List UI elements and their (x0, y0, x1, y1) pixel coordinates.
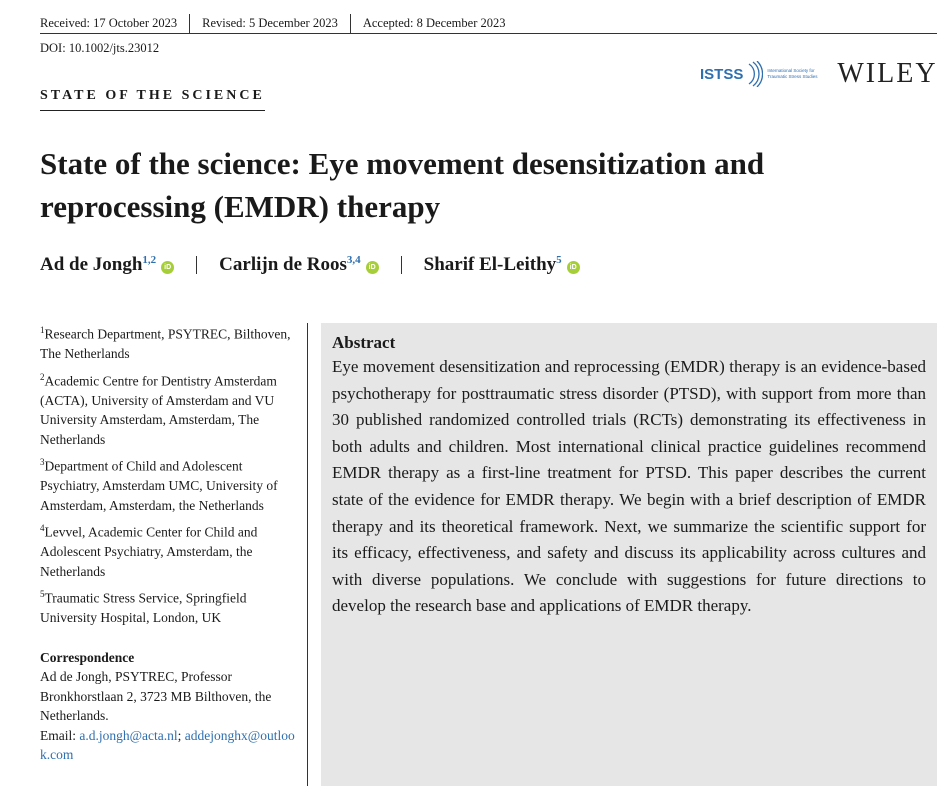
affiliation: $^2$Academic Centre for Dentistry Amsterdam (ACTA), University of Amsterdam and VU University Amsterdam, Amsterdam, The Netherlands (40, 371, 277, 447)
abstract-text: Eye movement desensitization and reprocessing (EMDR) therapy is an evidence-based psychotherapy for posttraumatic stress disorder (PTSD), with support from more than 30 published randomized controlled trials (RCTs) demonstrating its effectiveness in both adults and children. Most international clinical practice guidelines recommend EMDR therapy as a first-line treatment for PTSD. This paper describes the current state of the evidence for EMDR therapy. We begin with a brief description of EMDR therapy and its theoretical framework. Next, we summarize the scientific support for its efficacy, effectiveness, and safety and discuss its applicability across cultures and with diverse populations. We conclude with suggestions for future directions to develop the research base and applications of EMDR therapy. (332, 357, 926, 616)
received-date: Received: 17 October 2023 (40, 16, 178, 30)
sound-waves-icon (747, 61, 763, 87)
article-dates (40, 14, 518, 34)
column-divider (307, 323, 308, 786)
affiliation: $^1$Research Department, PSYTREC, Bilthoven, The Netherlands (40, 325, 291, 361)
separator (401, 256, 402, 274)
wiley-logo: WILEY (837, 58, 938, 89)
author[interactable]: Sharif El-Leithy$^5$iD (424, 254, 580, 276)
istss-subtitle: International Society for Traumatic Stress Studies (767, 68, 818, 79)
orcid-icon[interactable]: iD (161, 261, 174, 274)
affiliations-column (40, 321, 295, 765)
correspondence (40, 648, 295, 765)
author[interactable]: Ad de Jongh$^{1,2}$iD (40, 254, 174, 276)
correspondence-email: Email: a.d.jongh@acta.nl; addejonghx@outlook.com (40, 727, 295, 762)
revised-date: Revised: 5 December 2023 (189, 14, 350, 34)
orcid-icon[interactable]: iD (366, 261, 379, 274)
email-link[interactable]: addejonghx@outlook.com (40, 727, 295, 762)
email-link[interactable]: a.d.jongh@acta.nl (79, 727, 178, 743)
separator (196, 256, 197, 274)
istss-logo-text: ISTSS (700, 65, 744, 83)
orcid-icon[interactable]: iD (567, 261, 580, 274)
doi[interactable]: DOI: 10.1002/jts.23012 (40, 41, 160, 55)
author-list (40, 254, 580, 276)
affiliation: $^3$Department of Child and Adolescent Psychiatry, Amsterdam UMC, University of Amsterdam, Amsterdam, the Netherlands (40, 457, 278, 513)
author[interactable]: Carlijn de Roos$^{3,4}$iD (219, 254, 378, 276)
accepted-date: Accepted: 8 December 2023 (350, 14, 518, 34)
publisher-logos (700, 58, 938, 90)
divider (40, 33, 937, 34)
abstract-box (321, 323, 937, 786)
affiliation: $^4$Levvel, Academic Center for Child and Adolescent Psychiatry, Amsterdam, the Netherlands (40, 523, 258, 579)
affiliation: $^5$Traumatic Stress Service, Springfield University Hospital, London, UK (40, 589, 247, 625)
correspondence-heading: Correspondence (40, 649, 135, 665)
abstract-heading: Abstract (332, 333, 396, 352)
section-label: STATE OF THE SCIENCE (40, 88, 265, 111)
article-title: State of the science: Eye movement desensitization and reprocessing (EMDR) therapy (40, 146, 765, 224)
istss-logo (700, 61, 827, 87)
correspondence-address: Ad de Jongh, PSYTREC, Professor Bronkhorstlaan 2, 3723 MB Bilthoven, the Netherlands. (40, 669, 272, 723)
